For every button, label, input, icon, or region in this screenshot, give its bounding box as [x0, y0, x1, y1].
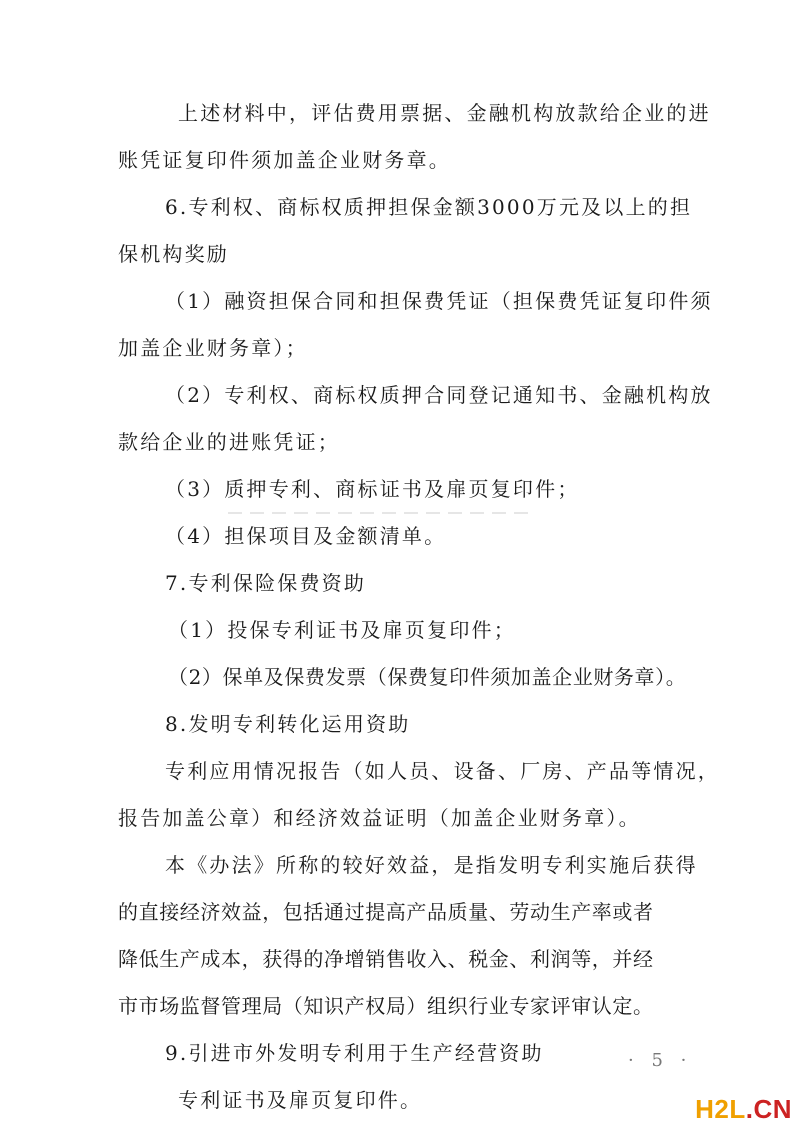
list-item-6-2: （2）专利权、商标权质押合同登记通知书、金融机构放 — [165, 383, 713, 407]
page-number-value: 5 — [651, 1050, 669, 1071]
logo-dot: . — [745, 1094, 754, 1124]
text-line-18: 的直接经济效益，包括通过提高产品质量、劳动生产率或者 — [118, 900, 654, 924]
list-item-6-2-cont: 款给企业的进账凭证； — [118, 430, 340, 454]
list-item-6-1-cont: 加盖企业财务章）； — [118, 336, 308, 360]
text-line-15: 专利应用情况报告（如人员、设备、厂房、产品等情况， — [165, 759, 720, 783]
list-item-6-1: （1）融资担保合同和担保费凭证（担保费凭证复印件须 — [165, 289, 713, 313]
text-line-20: 市市场监督管理局（知识产权局）组织行业专家评审认定。 — [118, 994, 654, 1018]
text-line-2: 账凭证复印件须加盖企业财务章。 — [118, 148, 451, 172]
text-line-1: 上述材料中，评估费用票据、金融机构放款给企业的进 — [178, 101, 711, 125]
list-item-7-1: （1）投保专利证书及扉页复印件； — [168, 618, 516, 642]
list-item-7-2: （2）保单及保费发票（保费复印件须加盖企业财务章）。 — [168, 665, 687, 689]
page-number: · 5 · — [628, 1050, 693, 1071]
section-6-heading-cont: 保机构奖励 — [118, 242, 229, 266]
section-8-heading: 8.发明专利转化运用资助 — [165, 712, 411, 736]
text-line-19: 降低生产成本，获得的净增销售收入、税金、利润等，并经 — [118, 947, 654, 971]
text-line-16: 报告加盖公章）和经济效益证明（加盖企业财务章）。 — [118, 806, 641, 830]
site-watermark-logo — [695, 1094, 792, 1125]
section-6-heading: 6.专利权、商标权质押担保金额3000万元及以上的担 — [165, 195, 693, 219]
list-item-6-3: （3）质押专利、商标证书及扉页复印件； — [165, 477, 580, 501]
section-9-heading: 9.引进市外发明专利用于生产经营资助 — [165, 1041, 544, 1065]
logo-brand: H2L — [695, 1094, 746, 1124]
text-line-17: 本《办法》所称的较好效益，是指发明专利实施后获得 — [165, 853, 698, 877]
scan-artifact — [228, 512, 528, 514]
list-item-6-4: （4）担保项目及金额清单。 — [165, 524, 447, 548]
text-line-22: 专利证书及扉页复印件。 — [178, 1088, 423, 1112]
section-7-heading: 7.专利保险保费资助 — [165, 571, 367, 595]
logo-tld: CN — [753, 1094, 792, 1124]
